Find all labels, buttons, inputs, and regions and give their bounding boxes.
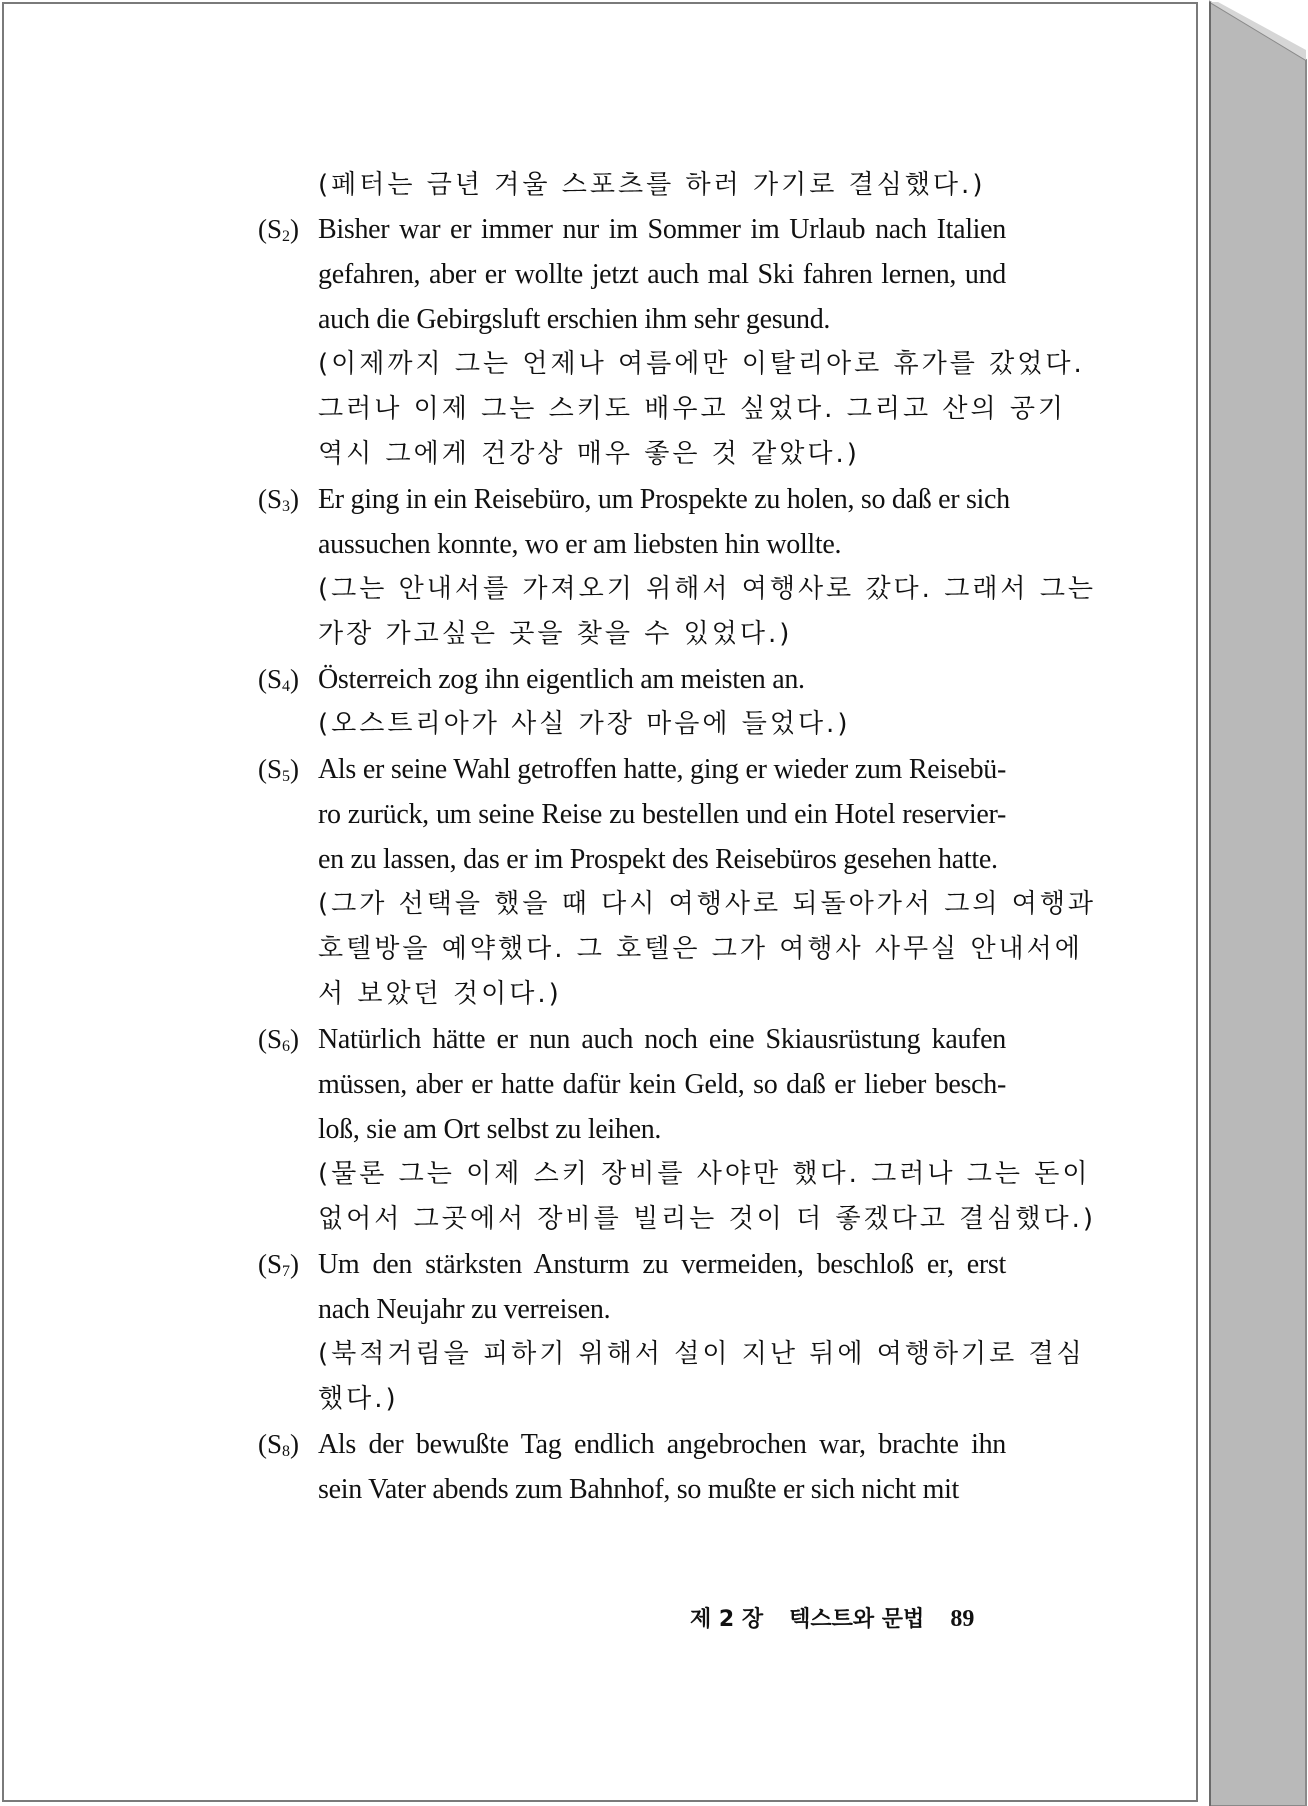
page-text [258, 162, 1097, 1512]
sentence-block [258, 1017, 1097, 1242]
korean-translation-line: 역시 그에게 건강상 매우 좋은 것 같았다.) [318, 439, 860, 469]
sentence-label: $(S_5)$ [258, 754, 300, 785]
page-number: 89 [950, 1606, 975, 1632]
intro-translation: (페터는 금년 겨울 스포츠를 하러 가기로 결심했다.) [318, 170, 986, 200]
german-line: Um den stärksten Ansturm zu vermeiden, beschloß er, erst [318, 1249, 1006, 1280]
sentence-block [258, 477, 1097, 657]
sentence-block [258, 747, 1097, 1017]
sentence-label: $(S_8)$ [258, 1429, 300, 1460]
sentence-label: $(S_7)$ [258, 1249, 300, 1280]
german-line: nach Neujahr zu verreisen. [318, 1294, 611, 1325]
sentence-block [258, 1422, 1006, 1512]
german-line: müssen, aber er hatte dafür kein Geld, so daß er lieber besch- [318, 1069, 1006, 1100]
korean-translation-line: (그는 안내서를 가져오기 위해서 여행사로 갔다. 그래서 그는 [318, 574, 1097, 604]
german-line: ro zurück, um seine Reise zu bestellen und ein Hotel reservier- [318, 799, 1006, 830]
korean-translation-line: 호텔방을 예약했다. 그 호텔은 그가 여행사 사무실 안내서에 [318, 934, 1083, 964]
intro-translation-line [258, 162, 1006, 207]
korean-translation-line: 그러나 이제 그는 스키도 배우고 싶었다. 그리고 산의 공기 [318, 394, 1067, 424]
german-line: Österreich zog ihn eigentlich am meisten an. [318, 664, 805, 695]
german-line: Als der bewußte Tag endlich angebrochen war, brachte ihn [318, 1429, 1006, 1460]
sentence-block [258, 207, 1085, 477]
german-line: gefahren, aber er wollte jetzt auch mal Ski fahren lernen, und [318, 259, 1006, 290]
korean-translation-line: (그가 선택을 했을 때 다시 여행사로 되돌아가서 그의 여행과 [318, 889, 1097, 919]
korean-translation-line: 서 보았던 것이다.) [318, 979, 562, 1009]
sentence-label: $(S_2)$ [258, 214, 300, 245]
german-line: Als er seine Wahl getroffen hatte, ging er wieder zum Reisebü- [318, 754, 1006, 785]
sentence-block [258, 1242, 1085, 1422]
sentence-label: $(S_4)$ [258, 664, 300, 695]
korean-translation-line: (물론 그는 이제 스키 장비를 사야만 했다. 그러나 그는 돈이 [318, 1159, 1091, 1189]
german-line: Bisher war er immer nur im Sommer im Urlaub nach Italien [318, 214, 1006, 245]
german-line: auch die Gebirgsluft erschien ihm sehr gesund. [318, 304, 831, 335]
german-line: Natürlich hätte er nun auch noch eine Skiausrüstung kaufen [318, 1024, 1006, 1055]
german-line: en zu lassen, das er im Prospekt des Reisebüros gesehen hatte. [318, 844, 998, 875]
korean-translation-line: 가장 가고싶은 곳을 찾을 수 있었다.) [318, 619, 793, 649]
german-line: loß, sie am Ort selbst zu leihen. [318, 1114, 662, 1145]
sentence-block [258, 657, 1006, 747]
korean-translation-line: (오스트리아가 사실 가장 마음에 들었다.) [318, 709, 851, 739]
chapter-title: 텍스트와 문법 [789, 1607, 925, 1632]
german-line: aussuchen konnte, wo er am liebsten hin wollte. [318, 529, 842, 560]
chapter-label: 제 2 장 [690, 1607, 764, 1632]
korean-translation-line: (이제까지 그는 언제나 여름에만 이탈리아로 휴가를 갔었다. [318, 349, 1085, 379]
page-stack-edge [1198, 0, 1308, 1806]
sentence-label: $(S_6)$ [258, 1024, 300, 1055]
page-footer [690, 1602, 974, 1633]
korean-translation-line: (북적거림을 피하기 위해서 설이 지난 뒤에 여행하기로 결심 [318, 1339, 1085, 1369]
german-line: sein Vater abends zum Bahnhof, so mußte er sich nicht mit [318, 1474, 960, 1505]
korean-translation-line: 없어서 그곳에서 장비를 빌리는 것이 더 좋겠다고 결심했다.) [318, 1204, 1097, 1234]
sentence-label: $(S_3)$ [258, 484, 300, 515]
german-line: Er ging in ein Reisebüro, um Prospekte zu holen, so daß er sich [318, 484, 1010, 515]
korean-translation-line: 했다.) [318, 1384, 399, 1414]
